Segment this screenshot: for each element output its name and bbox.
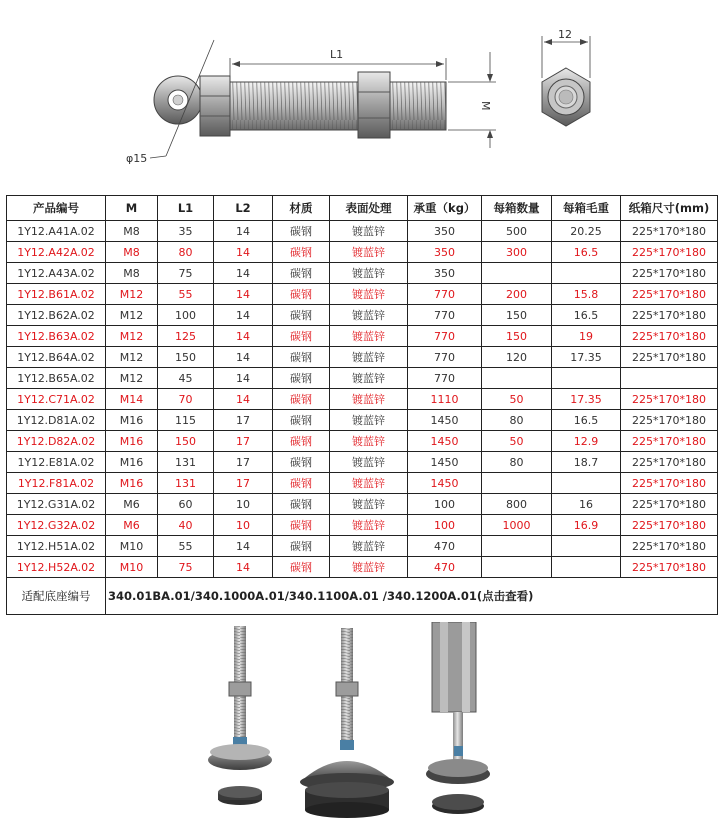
table-row: [7, 473, 718, 494]
cell-l1: 100: [158, 305, 214, 326]
cell-surface: 镀蓝锌: [330, 326, 408, 347]
cell-product-code: 1Y12.B61A.02: [7, 284, 106, 305]
cell-box-size: 225*170*180: [621, 242, 718, 263]
cell-qty-per-box: [482, 536, 552, 557]
diameter-label: φ15: [126, 152, 148, 165]
cell-l2: 17: [214, 452, 273, 473]
cell-m: M8: [106, 221, 158, 242]
cell-load: 770: [408, 305, 482, 326]
cell-load: 1450: [408, 473, 482, 494]
table-row: [7, 410, 718, 431]
cell-box-size: 225*170*180: [621, 284, 718, 305]
cell-m: M16: [106, 431, 158, 452]
cell-l2: 17: [214, 431, 273, 452]
table-row: [7, 431, 718, 452]
cell-surface: 镀蓝锌: [330, 242, 408, 263]
cell-m: M12: [106, 284, 158, 305]
cell-qty-per-box: 50: [482, 431, 552, 452]
cell-material: 碳钢: [273, 263, 330, 284]
spec-table-body: [7, 221, 718, 578]
cell-product-code: 1Y12.G32A.02: [7, 515, 106, 536]
cell-l2: 14: [214, 557, 273, 578]
cell-material: 碳钢: [273, 410, 330, 431]
cell-qty-per-box: [482, 557, 552, 578]
cell-m: M12: [106, 305, 158, 326]
m-dimension: [448, 52, 496, 148]
cell-material: 碳钢: [273, 515, 330, 536]
footer-label: 适配底座编号: [7, 578, 106, 615]
cell-box-size: 225*170*180: [621, 263, 718, 284]
cell-material: 碳钢: [273, 536, 330, 557]
cell-m: M12: [106, 368, 158, 389]
cell-surface: 镀蓝锌: [330, 494, 408, 515]
cell-m: M8: [106, 242, 158, 263]
cell-product-code: 1Y12.E81A.02: [7, 452, 106, 473]
leveling-foot-large: [300, 628, 394, 818]
cell-qty-per-box: 120: [482, 347, 552, 368]
cell-l1: 40: [158, 515, 214, 536]
cell-box-size: 225*170*180: [621, 557, 718, 578]
cell-surface: 镀蓝锌: [330, 536, 408, 557]
cell-qty-per-box: [482, 263, 552, 284]
cell-box-size: 225*170*180: [621, 473, 718, 494]
cell-m: M6: [106, 494, 158, 515]
cell-product-code: 1Y12.B65A.02: [7, 368, 106, 389]
cell-l2: 14: [214, 368, 273, 389]
cell-m: M10: [106, 557, 158, 578]
table-row: [7, 242, 718, 263]
cell-box-size: 225*170*180: [621, 431, 718, 452]
cell-box-size: [621, 368, 718, 389]
cell-load: 1110: [408, 389, 482, 410]
cell-surface: 镀蓝锌: [330, 557, 408, 578]
cell-box-size: 225*170*180: [621, 347, 718, 368]
cell-l2: 14: [214, 242, 273, 263]
cell-surface: 镀蓝锌: [330, 473, 408, 494]
table-row: [7, 305, 718, 326]
width-label: 12: [558, 28, 572, 41]
cell-l1: 55: [158, 536, 214, 557]
cell-load: 1450: [408, 410, 482, 431]
cell-weight-per-box: 12.9: [552, 431, 621, 452]
l1-dimension: [230, 58, 446, 80]
cell-surface: 镀蓝锌: [330, 515, 408, 536]
cell-box-size: 225*170*180: [621, 326, 718, 347]
cell-surface: 镀蓝锌: [330, 305, 408, 326]
ball-eye: [154, 76, 202, 124]
table-row: [7, 347, 718, 368]
cell-l2: 10: [214, 494, 273, 515]
cell-material: 碳钢: [273, 557, 330, 578]
cell-box-size: 225*170*180: [621, 515, 718, 536]
cell-qty-per-box: 800: [482, 494, 552, 515]
technical-drawing: [0, 0, 725, 195]
cell-l1: 45: [158, 368, 214, 389]
header-l2: L2: [214, 196, 273, 221]
cell-material: 碳钢: [273, 431, 330, 452]
cell-qty-per-box: 300: [482, 242, 552, 263]
cell-qty-per-box: [482, 473, 552, 494]
screw-drawing: [0, 0, 725, 195]
table-row: [7, 515, 718, 536]
cell-surface: 镀蓝锌: [330, 410, 408, 431]
cell-l1: 75: [158, 557, 214, 578]
cell-l1: 55: [158, 284, 214, 305]
cell-weight-per-box: 16.5: [552, 242, 621, 263]
cell-load: 350: [408, 242, 482, 263]
head-hex: [200, 76, 230, 136]
leveling-feet-illustration: [200, 622, 530, 822]
cell-load: 100: [408, 515, 482, 536]
cell-weight-per-box: 16.5: [552, 305, 621, 326]
cell-l1: 115: [158, 410, 214, 431]
table-row: [7, 536, 718, 557]
cell-l2: 14: [214, 536, 273, 557]
cell-l2: 14: [214, 326, 273, 347]
cell-l2: 17: [214, 410, 273, 431]
cell-m: M16: [106, 452, 158, 473]
cell-l2: 14: [214, 347, 273, 368]
cell-l1: 60: [158, 494, 214, 515]
cell-l2: 14: [214, 263, 273, 284]
leveling-foot-small: [208, 626, 272, 805]
hex-nut: [358, 72, 390, 138]
cell-load: 350: [408, 263, 482, 284]
threaded-rod: [230, 82, 446, 130]
cell-load: 770: [408, 368, 482, 389]
cell-load: 100: [408, 494, 482, 515]
table-row: [7, 326, 718, 347]
hex-nut-end-view: [542, 68, 590, 126]
cell-l1: 125: [158, 326, 214, 347]
cell-m: M8: [106, 263, 158, 284]
cell-weight-per-box: 19: [552, 326, 621, 347]
cell-product-code: 1Y12.A42A.02: [7, 242, 106, 263]
cell-l1: 35: [158, 221, 214, 242]
cell-box-size: 225*170*180: [621, 389, 718, 410]
cell-material: 碳钢: [273, 389, 330, 410]
cell-load: 350: [408, 221, 482, 242]
cell-qty-per-box: 80: [482, 410, 552, 431]
cell-box-size: 225*170*180: [621, 536, 718, 557]
cell-box-size: 225*170*180: [621, 494, 718, 515]
cell-qty-per-box: 1000: [482, 515, 552, 536]
cell-material: 碳钢: [273, 326, 330, 347]
table-row: [7, 368, 718, 389]
cell-qty-per-box: 50: [482, 389, 552, 410]
cell-material: 碳钢: [273, 305, 330, 326]
cell-l2: 17: [214, 473, 273, 494]
table-row: [7, 284, 718, 305]
cell-l2: 10: [214, 515, 273, 536]
cell-product-code: 1Y12.B62A.02: [7, 305, 106, 326]
cell-l2: 14: [214, 284, 273, 305]
cell-load: 770: [408, 347, 482, 368]
cell-material: 碳钢: [273, 242, 330, 263]
cell-m: M12: [106, 326, 158, 347]
cell-surface: 镀蓝锌: [330, 431, 408, 452]
cell-product-code: 1Y12.A41A.02: [7, 221, 106, 242]
footer-base-codes-link[interactable]: 340.01BA.01/340.1000A.01/340.1100A.01 /340.1200A.01(点击查看): [106, 578, 718, 615]
cell-m: M14: [106, 389, 158, 410]
cell-weight-per-box: 20.25: [552, 221, 621, 242]
cell-load: 770: [408, 326, 482, 347]
cell-box-size: 225*170*180: [621, 221, 718, 242]
cell-l1: 150: [158, 431, 214, 452]
cell-surface: 镀蓝锌: [330, 284, 408, 305]
cell-material: 碳钢: [273, 347, 330, 368]
cell-qty-per-box: 500: [482, 221, 552, 242]
cell-qty-per-box: 80: [482, 452, 552, 473]
cell-weight-per-box: [552, 557, 621, 578]
cell-product-code: 1Y12.G31A.02: [7, 494, 106, 515]
cell-l1: 131: [158, 452, 214, 473]
leveling-foot-profile-mount: [426, 622, 490, 814]
cell-surface: 镀蓝锌: [330, 368, 408, 389]
cell-load: 770: [408, 284, 482, 305]
cell-material: 碳钢: [273, 494, 330, 515]
spec-table: [6, 195, 718, 615]
table-row: [7, 557, 718, 578]
cell-material: 碳钢: [273, 452, 330, 473]
cell-l1: 150: [158, 347, 214, 368]
cell-qty-per-box: 150: [482, 305, 552, 326]
cell-product-code: 1Y12.H52A.02: [7, 557, 106, 578]
cell-weight-per-box: [552, 473, 621, 494]
cell-box-size: 225*170*180: [621, 305, 718, 326]
header-box-size: 纸箱尺寸(mm): [621, 196, 718, 221]
cell-m: M10: [106, 536, 158, 557]
cell-qty-per-box: 200: [482, 284, 552, 305]
cell-weight-per-box: [552, 263, 621, 284]
table-row: [7, 389, 718, 410]
cell-weight-per-box: 16.5: [552, 410, 621, 431]
cell-load: 470: [408, 536, 482, 557]
cell-product-code: 1Y12.H51A.02: [7, 536, 106, 557]
header-load: 承重（kg）: [408, 196, 482, 221]
cell-surface: 镀蓝锌: [330, 347, 408, 368]
cell-product-code: 1Y12.B63A.02: [7, 326, 106, 347]
header-material: 材质: [273, 196, 330, 221]
cell-qty-per-box: 150: [482, 326, 552, 347]
spec-table-wrapper: [6, 195, 717, 615]
cell-material: 碳钢: [273, 221, 330, 242]
cell-load: 1450: [408, 452, 482, 473]
cell-surface: 镀蓝锌: [330, 452, 408, 473]
cell-surface: 镀蓝锌: [330, 389, 408, 410]
cell-l2: 14: [214, 389, 273, 410]
cell-product-code: 1Y12.C71A.02: [7, 389, 106, 410]
cell-m: M16: [106, 473, 158, 494]
header-qty-per-box: 每箱数量: [482, 196, 552, 221]
cell-qty-per-box: [482, 368, 552, 389]
cell-product-code: 1Y12.A43A.02: [7, 263, 106, 284]
table-row: [7, 263, 718, 284]
cell-weight-per-box: [552, 536, 621, 557]
cell-weight-per-box: 17.35: [552, 347, 621, 368]
cell-m: M12: [106, 347, 158, 368]
table-row: [7, 221, 718, 242]
cell-load: 470: [408, 557, 482, 578]
m-label: M: [479, 101, 492, 111]
header-m: M: [106, 196, 158, 221]
cell-l1: 75: [158, 263, 214, 284]
header-surface: 表面处理: [330, 196, 408, 221]
cell-material: 碳钢: [273, 284, 330, 305]
cell-weight-per-box: 16.9: [552, 515, 621, 536]
cell-product-code: 1Y12.F81A.02: [7, 473, 106, 494]
cell-weight-per-box: 17.35: [552, 389, 621, 410]
cell-product-code: 1Y12.D81A.02: [7, 410, 106, 431]
product-photo: [200, 622, 530, 822]
table-header-row: [7, 196, 718, 221]
header-product-code: 产品编号: [7, 196, 106, 221]
header-l1: L1: [158, 196, 214, 221]
cell-weight-per-box: 16: [552, 494, 621, 515]
cell-m: M16: [106, 410, 158, 431]
cell-material: 碳钢: [273, 473, 330, 494]
cell-box-size: 225*170*180: [621, 410, 718, 431]
cell-l2: 14: [214, 305, 273, 326]
table-row: [7, 452, 718, 473]
cell-product-code: 1Y12.D82A.02: [7, 431, 106, 452]
cell-weight-per-box: 18.7: [552, 452, 621, 473]
cell-l2: 14: [214, 221, 273, 242]
cell-product-code: 1Y12.B64A.02: [7, 347, 106, 368]
cell-weight-per-box: [552, 368, 621, 389]
header-weight-per-box: 每箱毛重: [552, 196, 621, 221]
cell-load: 1450: [408, 431, 482, 452]
cell-box-size: 225*170*180: [621, 452, 718, 473]
cell-surface: 镀蓝锌: [330, 263, 408, 284]
cell-l1: 80: [158, 242, 214, 263]
cell-m: M6: [106, 515, 158, 536]
cell-surface: 镀蓝锌: [330, 221, 408, 242]
cell-weight-per-box: 15.8: [552, 284, 621, 305]
table-row: [7, 494, 718, 515]
table-footer-row: [7, 578, 718, 615]
cell-l1: 131: [158, 473, 214, 494]
cell-l1: 70: [158, 389, 214, 410]
cell-material: 碳钢: [273, 368, 330, 389]
l1-label: L1: [330, 48, 344, 61]
